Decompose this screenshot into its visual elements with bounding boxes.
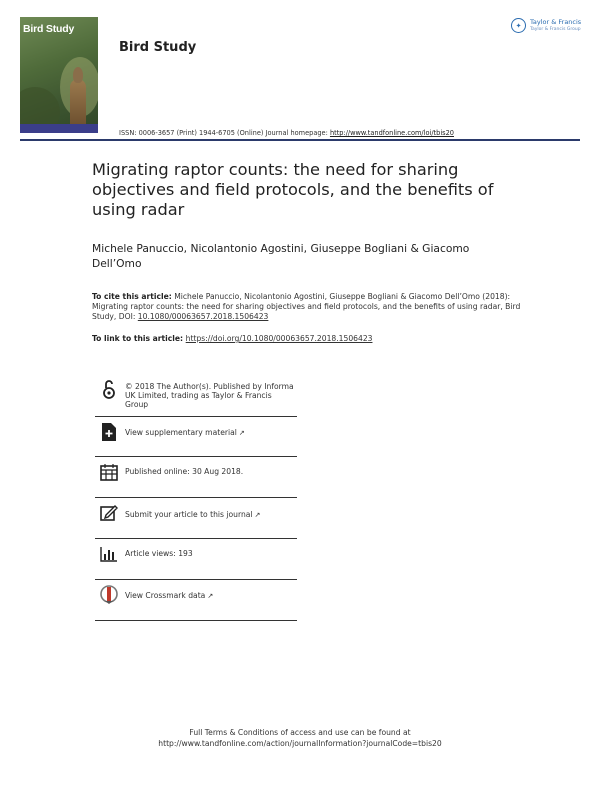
- crossmark-link[interactable]: View Crossmark data: [125, 591, 206, 600]
- external-link-icon: ↗: [254, 511, 261, 519]
- journal-cover-image: [20, 17, 98, 133]
- copyright-text: © 2018 The Author(s). Published by Informa UK Limited, trading as Taylor & Francis Group: [125, 382, 294, 409]
- article-info-list: [95, 380, 297, 621]
- article-doi-url[interactable]: https://doi.org/10.1080/00063657.2018.1506423: [185, 334, 373, 343]
- cover-title: Bird Study: [23, 23, 75, 35]
- journal-homepage-link[interactable]: http://www.tandfonline.com/loi/tbis20: [329, 129, 454, 137]
- submit-item[interactable]: [95, 498, 297, 539]
- crossmark-icon: [99, 585, 119, 605]
- taylor-francis-icon: ✦: [511, 18, 526, 33]
- article-views: Article views: 193: [125, 549, 193, 558]
- publisher-logo[interactable]: [511, 18, 581, 33]
- publisher-logo-line2: Taylor & Francis Group: [530, 26, 581, 32]
- published-item: [95, 457, 297, 498]
- bar-chart-icon: [99, 544, 119, 564]
- footer-terms-line: Full Terms & Conditions of access and use can be found at: [189, 728, 411, 737]
- issn-line: [119, 129, 454, 137]
- citation-label: To cite this article:: [92, 292, 172, 301]
- header-divider: [20, 139, 580, 141]
- submit-article-icon: [99, 503, 119, 523]
- article-title: Migrating raptor counts: the need for sharing objectives and field protocols, and the benefits of using radar: [92, 160, 494, 219]
- supplementary-link[interactable]: View supplementary material: [125, 428, 237, 437]
- supplementary-material-icon: [99, 422, 119, 442]
- crossmark-item[interactable]: [95, 580, 297, 621]
- citation-doi-link[interactable]: 10.1080/00063657.2018.1506423: [137, 312, 269, 321]
- open-access-lock-icon: [99, 380, 119, 400]
- external-link-icon: ↗: [207, 592, 214, 600]
- article-link-label: To link to this article:: [92, 334, 186, 343]
- footer-terms-url[interactable]: http://www.tandfonline.com/action/journalInformation?journalCode=tbis20: [158, 739, 442, 748]
- open-access-item: [95, 380, 297, 417]
- issn-text: ISSN: 0006-3657 (Print) 1944-6705 (Online) Journal homepage:: [119, 129, 330, 137]
- publisher-logo-line1: Taylor & Francis: [530, 17, 582, 26]
- article-link-line: [92, 334, 372, 343]
- citation-text: Michele Panuccio, Nicolantonio Agostini, Giuseppe Bogliani & Giacomo Dell’Omo (2018): Migrating raptor counts: the need for sharing objectives and field protocols, and the benefits of using radar, Bird Study, DOI:: [92, 292, 521, 321]
- calendar-icon: [99, 462, 119, 482]
- journal-name: Bird Study: [119, 40, 197, 55]
- external-link-icon: ↗: [238, 429, 245, 437]
- footer: [0, 727, 600, 749]
- bird-illustration: [73, 67, 83, 83]
- supplementary-item[interactable]: [95, 417, 297, 457]
- citation-block: [92, 292, 522, 322]
- published-date: Published online: 30 Aug 2018.: [125, 467, 244, 476]
- submit-article-link[interactable]: Submit your article to this journal: [125, 510, 253, 519]
- article-authors: Michele Panuccio, Nicolantonio Agostini, Giuseppe Bogliani & Giacomo Dell’Omo: [92, 242, 470, 270]
- views-item: [95, 539, 297, 580]
